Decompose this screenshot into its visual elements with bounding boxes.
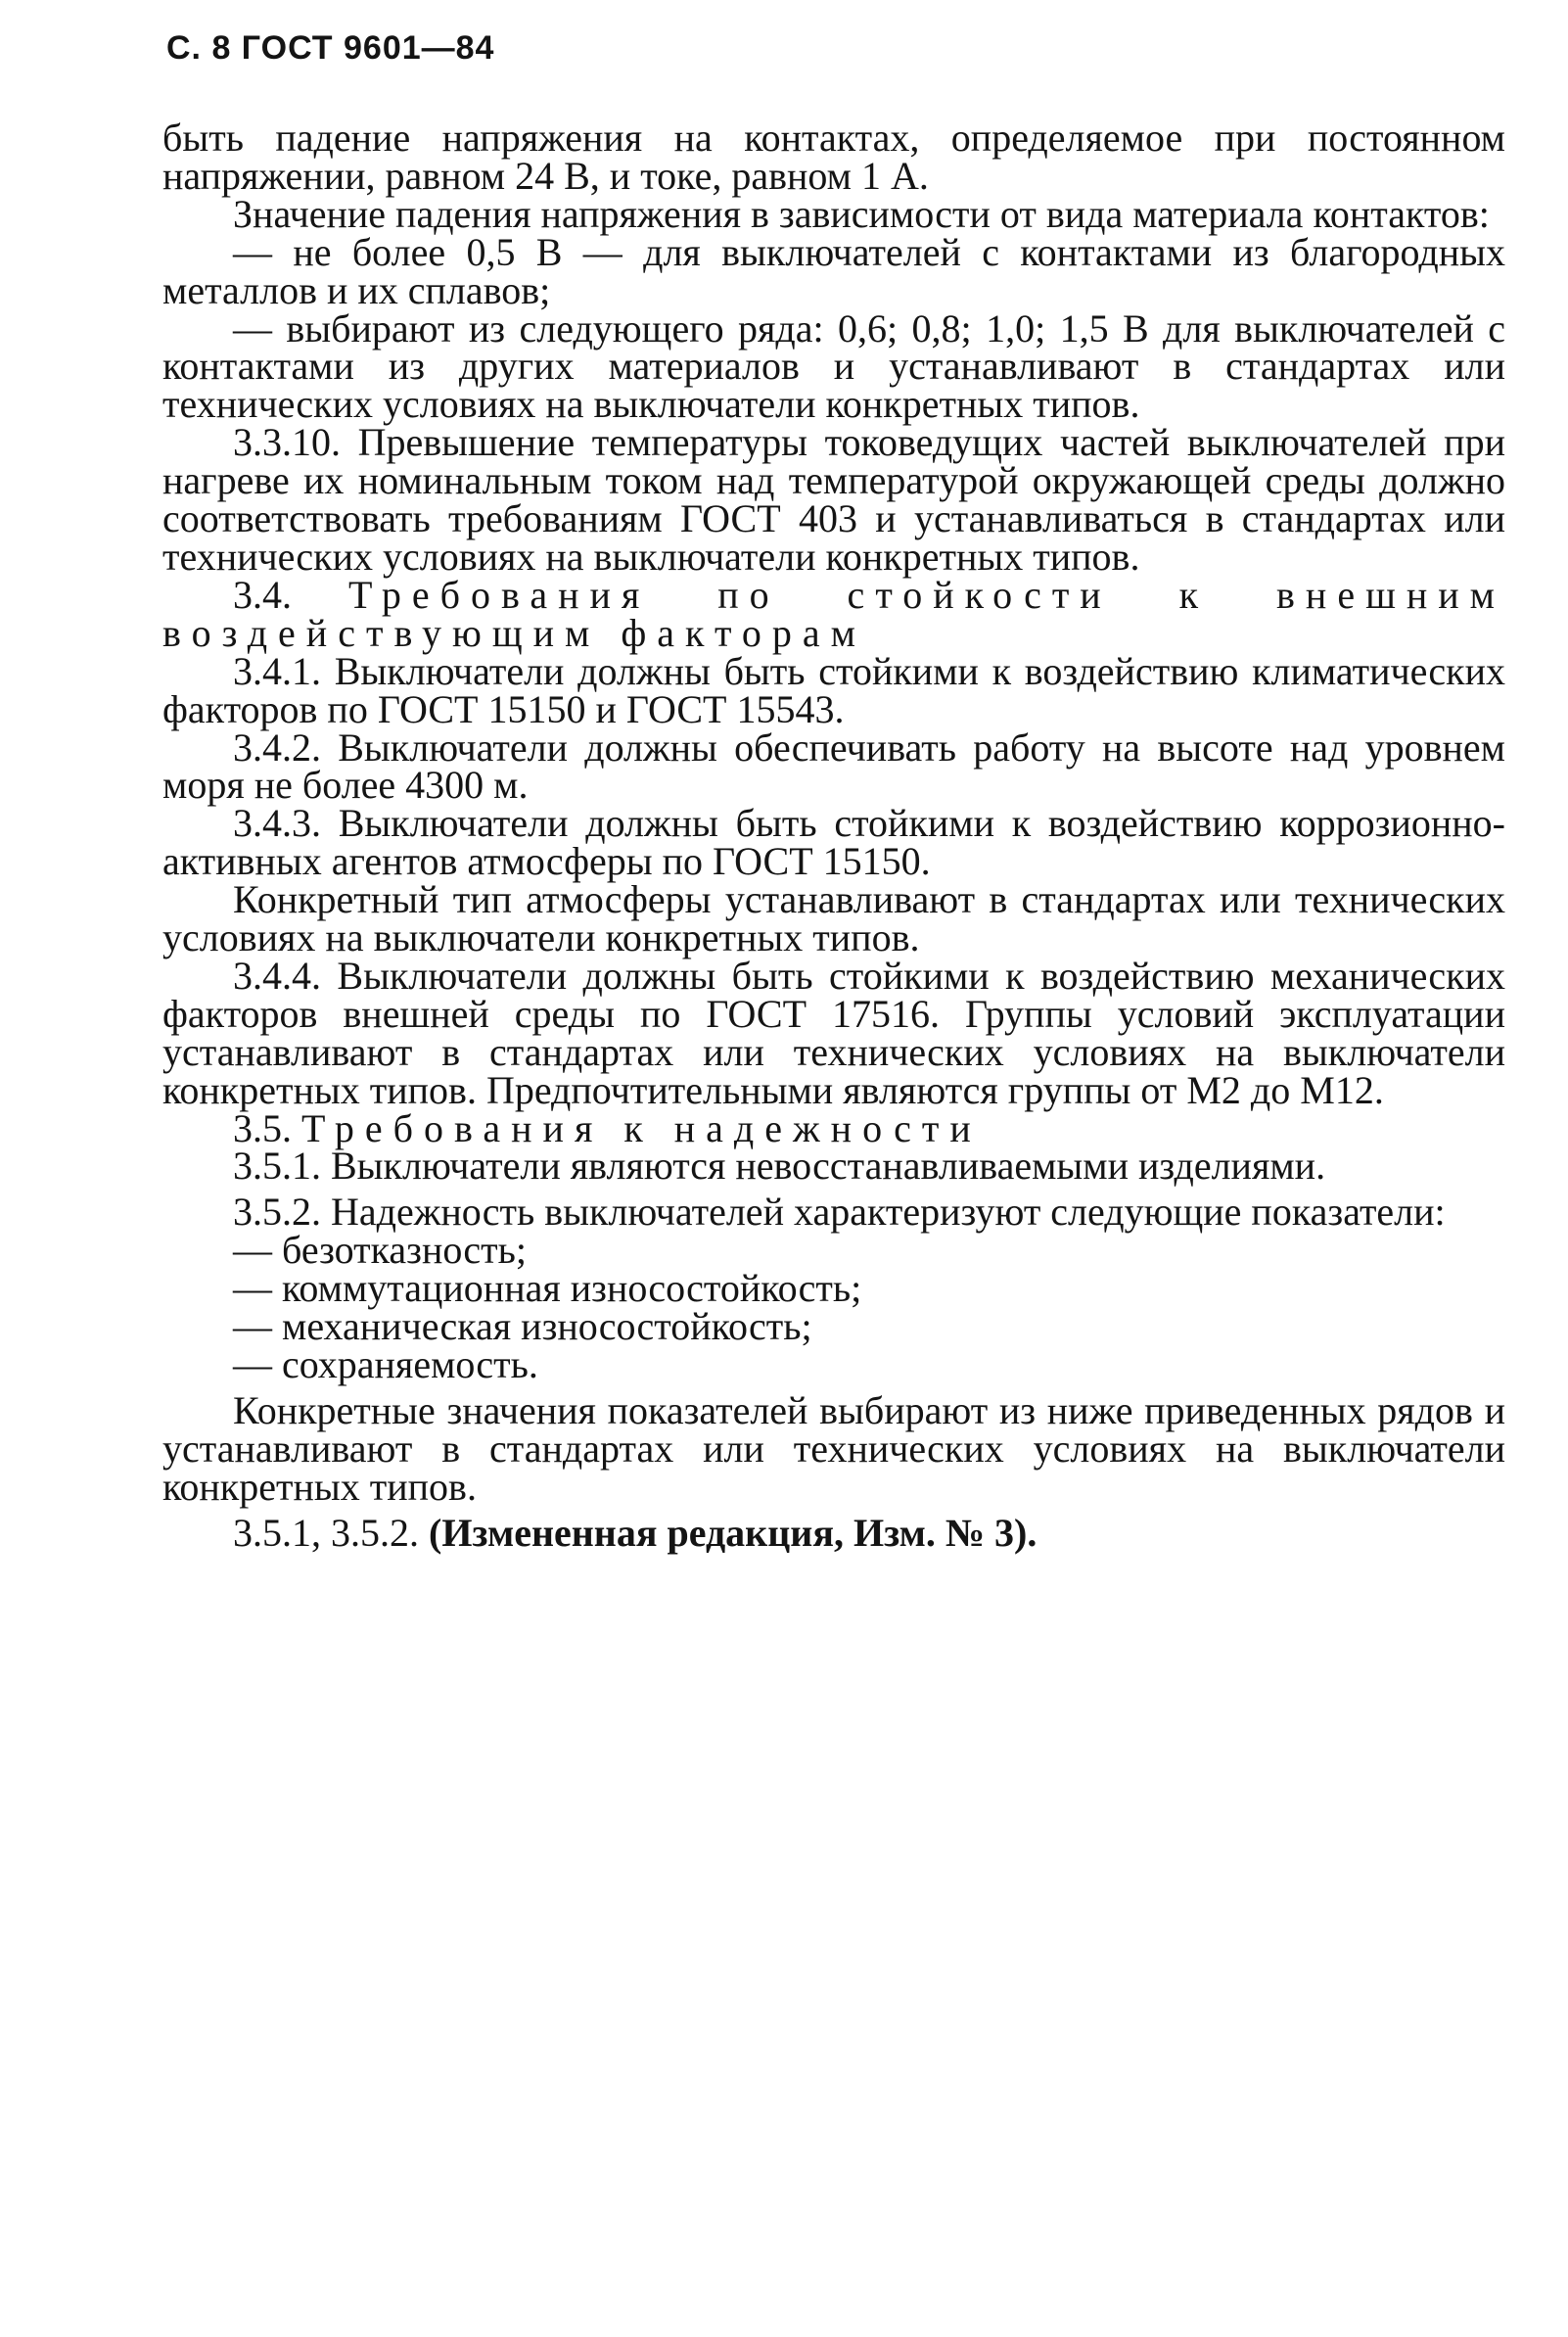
clause-3-4-2: 3.4.2. Выключатели должны обеспечивать работу на высоте над уровнем моря не более 4300 м. — [162, 724, 1505, 808]
paragraph: Значение падения напряжения в зависимости от вида материала контактов: — [233, 191, 1490, 236]
list-item: — коммутационная износостойкость; — [233, 1266, 862, 1311]
list-item: — не более 0,5 В — для выключателей с контактами из благородных металлов и их сплавов; — [162, 229, 1505, 312]
list-item: — сохраняемость. — [233, 1342, 538, 1386]
list-item: — безотказность; — [233, 1228, 527, 1273]
clause-3-4-4: 3.4.4. Выключатели должны быть стойкими к воздействию механических факторов внешней среды по ГОСТ 17516. Группы условий эксплуатации устанавливают в стандартах или технических условиях на выключатели конкретных типов. Предпочтительными являются группы от М2 до М12. — [162, 953, 1505, 1112]
clause-3-3-10: 3.3.10. Превышение температуры токоведущих частей выключателей при нагреве их номинальным током над температурой окружающей среды должно соответствовать требованиям ГОСТ 403 и устанавливаться в стандартах или технических условиях на выключатели конкретных типов. — [162, 420, 1505, 579]
clause-3-4-1: 3.4.1. Выключатели должны быть стойкими к воздействию климатических факторов по ГОСТ 15150 и ГОСТ 15543. — [162, 648, 1505, 731]
amendment-note — [162, 1510, 1505, 1555]
paragraph: быть падение напряжения на контактах, определяемое при постоянном напряжении, равном 24 В, и токе, равном 1 А. — [162, 116, 1505, 198]
paragraph: Конкретные значения показателей выбирают из ниже приведенных рядов и устанавливают в стандартах или технических условиях на выключатели конкретных типов. — [162, 1387, 1505, 1509]
document-body — [162, 116, 1505, 1555]
section-number: 3.4. — [233, 572, 292, 617]
page-header: С. 8 ГОСТ 9601—84 — [166, 29, 495, 67]
section-title: Требования по стойкости к внешним воздействующим факторам — [162, 572, 1505, 655]
clause-3-5-2: 3.5.2. Надежность выключателей характеризуют следующие показатели: — [233, 1190, 1446, 1235]
clause-3-5-1: 3.5.1. Выключатели являются невосстанавливаемыми изделиями. — [233, 1144, 1326, 1189]
clause-reference: 3.5.1, 3.5.2. — [233, 1510, 419, 1555]
clause-3-4-3: 3.4.3. Выключатели должны быть стойкими к воздействию коррозионно-активных агентов атмосферы по ГОСТ 15150. — [162, 801, 1505, 884]
amendment-text: (Измененная редакция, Изм. № 3). — [429, 1510, 1038, 1555]
section-number: 3.5. — [233, 1105, 292, 1150]
list-item: — механическая износостойкость; — [233, 1304, 812, 1349]
section-heading-3-4 — [162, 572, 1505, 655]
section-heading-3-5 — [162, 1105, 1505, 1150]
list-item: — выбирают из следующего ряда: 0,6; 0,8; 1,0; 1,5 В для выключателей с контактами из других материалов и устанавливают в стандартах или технических условиях на выключатели конкретных типов. — [162, 305, 1505, 427]
paragraph: Конкретный тип атмосферы устанавливают в стандартах или технических условиях на выключатели конкретных типов. — [162, 877, 1505, 960]
section-title: Требования к надежности — [301, 1105, 982, 1150]
